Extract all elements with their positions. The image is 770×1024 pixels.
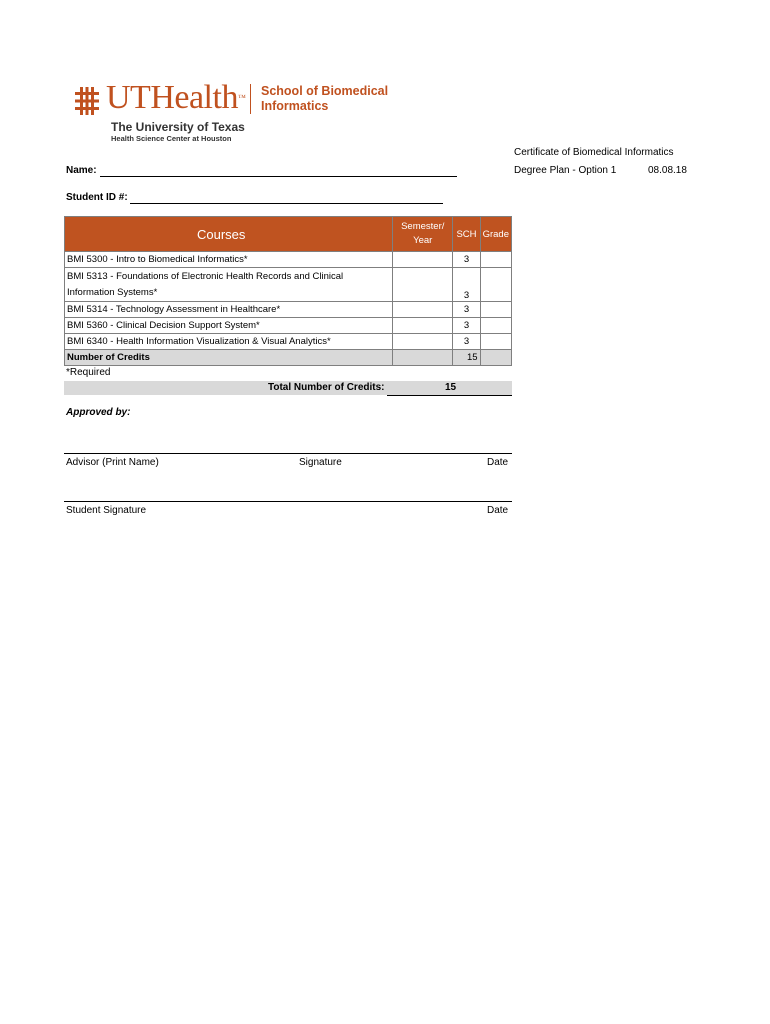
semester-year-cell[interactable] [393,252,453,268]
semester-year-cell[interactable] [393,318,453,334]
courses-table [64,216,512,366]
number-of-credits-value: 15 [453,350,480,366]
logo-wordmark: UTHealth™ [106,79,246,116]
course-cell: BMI 5360 - Clinical Decision Support System* [65,318,393,334]
certificate-title: Certificate of Biomedical Informatics [514,147,674,158]
uthealth-logo-icon [72,86,102,116]
table-row [65,334,512,350]
number-of-credits-row [65,350,512,366]
sch-cell: 3 [453,268,480,302]
sch-cell: 3 [453,302,480,318]
sch-header: SCH [453,217,480,252]
version-date: 08.08.18 [648,165,687,176]
total-credits-underline [387,395,512,396]
student-id-label: Student ID #: [66,192,128,203]
grade-cell[interactable] [480,334,511,350]
table-row [65,268,512,302]
grade-cell[interactable] [480,302,511,318]
name-field[interactable] [100,176,457,177]
logo-divider [250,84,251,114]
course-cell: BMI 5313 - Foundations of Electronic Health Records and Clinical Information Systems* [65,268,393,302]
required-note: *Required [66,367,111,378]
approved-by-heading: Approved by: [66,407,131,418]
grade-cell[interactable] [480,318,511,334]
sch-cell: 3 [453,334,480,350]
table-row [65,318,512,334]
course-cell: BMI 5314 - Technology Assessment in Healthcare* [65,302,393,318]
number-of-credits-grade-blank [480,350,511,366]
table-row [65,302,512,318]
advisor-signature-line[interactable] [64,453,512,454]
logo-university: The University of Texas [111,120,245,134]
number-of-credits-label: Number of Credits [65,350,393,366]
semester-year-cell[interactable] [393,302,453,318]
logo-school-name: School of Biomedical Informatics [261,84,389,113]
student-date-label: Date [487,505,509,516]
total-credits-label: Total Number of Credits: [268,382,385,393]
advisor-print-name-label: Advisor (Print Name) [66,457,159,468]
sch-cell: 3 [453,252,480,268]
degree-plan: Degree Plan - Option 1 [514,165,617,176]
total-credits-value: 15 [445,382,457,393]
name-label: Name: [66,165,97,176]
table-header-row [65,217,512,252]
student-id-field[interactable] [130,203,443,204]
table-row [65,252,512,268]
semester-year-header: Semester/ Year [393,217,453,252]
grade-cell[interactable] [480,268,511,302]
grade-cell[interactable] [480,252,511,268]
sch-cell: 3 [453,318,480,334]
course-cell: BMI 5300 - Intro to Biomedical Informatics* [65,252,393,268]
courses-header: Courses [65,217,393,252]
semester-year-cell[interactable] [393,268,453,302]
semester-year-cell[interactable] [393,334,453,350]
advisor-date-label: Date [487,457,509,468]
logo-health-science-center: Health Science Center at Houston [111,134,232,143]
number-of-credits-blank [393,350,453,366]
grade-header: Grade [480,217,511,252]
course-cell: BMI 6340 - Health Information Visualization & Visual Analytics* [65,334,393,350]
signature-label: Signature [299,457,342,468]
student-signature-line[interactable] [64,501,512,502]
student-signature-label: Student Signature [66,505,147,516]
